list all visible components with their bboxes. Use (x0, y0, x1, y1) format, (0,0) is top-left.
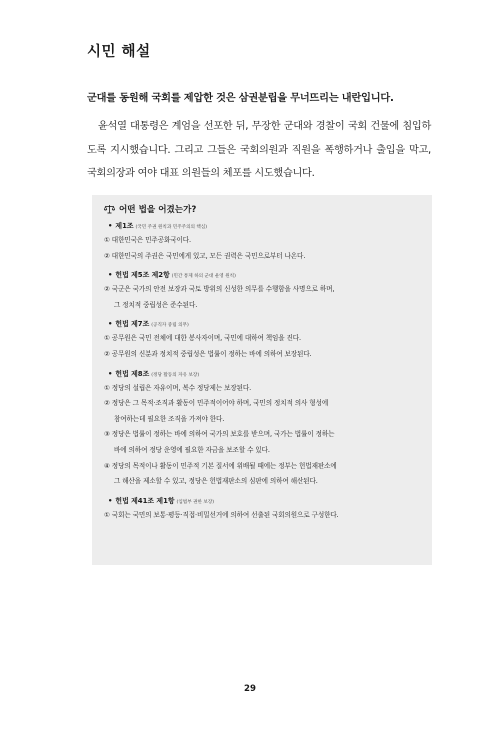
law-clause: ② 정당은 그 목적·조직과 활동이 민주적이어야 하며, 국민의 정치적 의사 형성에 (104, 399, 329, 408)
body-paragraph: 윤석열 대통령은 계엄을 선포한 뒤, 무장한 군대와 경찰이 국회 건물에 침입하도록 지시했습니다. 그리고 그들은 국회의원과 직원을 폭행하거나 출입을 막고, 국회의장과 여야 대표 의원들의 체포를 시도했습니다. (87, 121, 431, 179)
law-clause: ① 대한민국은 민주공화국이다. (104, 236, 192, 244)
law-clause: ③ 정당은 법률이 정하는 바에 의하여 국가의 보호를 받으며, 국가는 법률이 정하는 (104, 430, 335, 439)
law-section (104, 270, 422, 313)
law-clause: ② 공무원의 신분과 정치적 중립성은 법률이 정하는 바에 의하여 보장된다. (104, 349, 312, 358)
bullet-icon: • (108, 496, 113, 505)
law-clause: ① 공무원은 국민 전체에 대한 봉사자이며, 국민에 대하여 책임을 진다. (104, 334, 302, 343)
law-section-title (104, 270, 422, 282)
bullet-icon: • (108, 320, 113, 329)
law-article: 제1조 (115, 222, 134, 230)
law-article: 헌법 제5조 제2항 (115, 271, 170, 280)
law-section (104, 221, 422, 264)
law-article: 헌법 제7조 (115, 320, 150, 329)
law-section-title (104, 221, 422, 233)
law-article-note: (공직자 중립 의무) (151, 323, 189, 329)
scales-icon (104, 204, 115, 214)
law-article-note: (국민 주권 원칙과 민주주의의 핵심) (135, 225, 208, 230)
bullet-icon: • (108, 222, 113, 230)
law-clause: 참여하는데 필요한 조직을 가져야 한다. (114, 414, 225, 423)
law-article: 헌법 제8조 (115, 369, 150, 378)
law-clause: ① 정당의 설립은 자유이며, 복수 정당제는 보장된다. (104, 383, 252, 392)
law-clause: 그 정치적 중립성은 준수된다. (114, 300, 198, 309)
bullet-icon: • (108, 369, 113, 378)
law-article: 헌법 제41조 제1항 (115, 496, 175, 505)
page-number: 29 (244, 684, 256, 694)
page-title: 시민 해설 (87, 44, 151, 60)
bullet-icon: • (108, 271, 113, 280)
law-clause: 그 해산을 제소할 수 있고, 정당은 헌법재판소의 심판에 의하여 해산된다. (114, 477, 318, 486)
law-section-title (104, 319, 422, 331)
law-reference-box (92, 195, 432, 565)
law-clause: ② 대한민국의 주권은 국민에게 있고, 모든 권력은 국민으로부터 나온다. (104, 251, 306, 260)
law-section (104, 319, 422, 362)
box-heading-text: 어떤 법을 어겼는가? (119, 205, 197, 215)
law-section-title (104, 496, 422, 508)
law-section (104, 369, 422, 490)
law-section-title (104, 369, 422, 381)
box-heading (104, 203, 422, 215)
law-article-note: (민간 통제 하의 군대 운영 원칙) (171, 274, 236, 280)
law-clause: ② 국군은 국가의 안전 보장과 국토 방위의 신성한 의무를 수행함을 사명으로 하며, (104, 285, 335, 294)
law-article-note: (정당 활동의 자유 보장) (151, 372, 200, 378)
law-sections (104, 221, 422, 523)
law-article-note: (입법부 권한 보장) (176, 499, 215, 505)
law-section (104, 496, 422, 524)
law-clause: ④ 정당의 목적이나 활동이 민주적 기본 질서에 위배될 때에는 정부는 헌법재판소에 (104, 461, 337, 470)
law-clause: ① 국회는 국민의 보통·평등·직접·비밀선거에 의하여 선출된 국회의원으로 구성한다. (104, 510, 339, 519)
law-clause: 바에 의하여 정당 운영에 필요한 자금을 보조할 수 있다. (114, 445, 270, 454)
lead-sentence: 군대를 동원해 국회를 제압한 것은 삼권분립을 무너뜨리는 내란입니다. (87, 93, 394, 104)
